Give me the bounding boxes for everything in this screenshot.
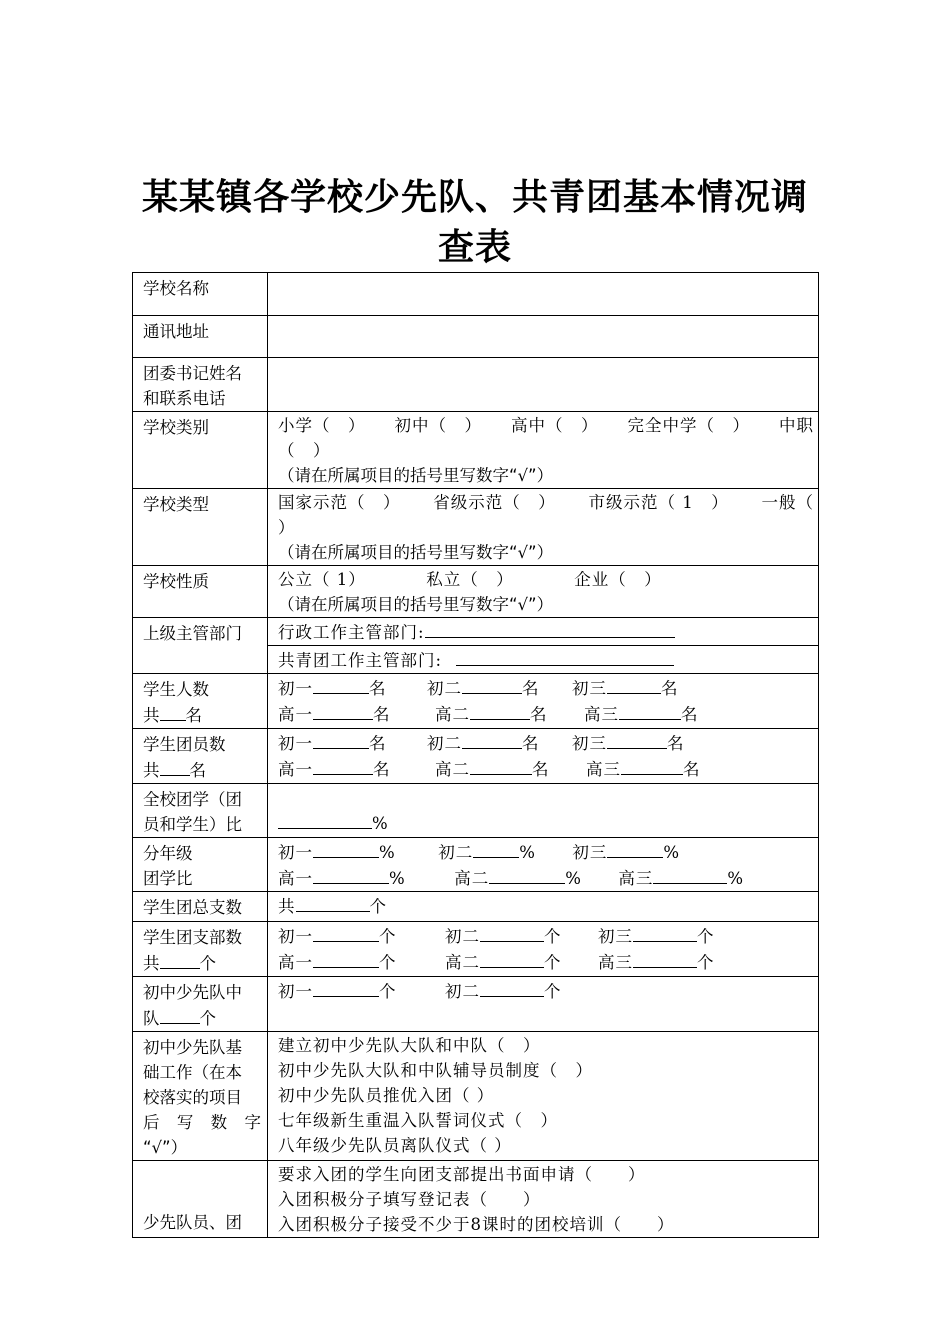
label-students <box>133 674 268 729</box>
students-field[interactable] <box>268 674 819 729</box>
branches-total-blank[interactable] <box>160 950 200 969</box>
ratio-g3-label: 初三 <box>572 843 608 862</box>
row-pioneer-squads <box>133 977 819 1032</box>
row-ratio-all <box>133 784 819 838</box>
branches-field[interactable] <box>268 922 819 977</box>
label-ratio-grade-line-1: 分年级 <box>143 844 193 863</box>
branches-g1-label: 初一 <box>278 927 313 946</box>
pioneer-work-item-1[interactable]: 建立初中少先队大队和中队（ ） <box>278 1036 541 1055</box>
school-nature-field[interactable] <box>268 566 819 618</box>
ratio-g3-blank[interactable] <box>607 839 663 858</box>
row-secretary <box>133 358 819 412</box>
members-total-blank[interactable] <box>160 757 190 776</box>
label-school-nature: 学校性质 <box>133 566 268 618</box>
students-g5-unit: 名 <box>530 705 548 724</box>
school-category-field[interactable] <box>268 412 819 489</box>
category-primary[interactable]: 小学（ ） <box>278 416 366 435</box>
members-g3-blank[interactable] <box>607 730 667 749</box>
label-pioneer-work-line-5: “√”） <box>143 1138 188 1157</box>
row-admission <box>133 1161 819 1238</box>
ratio-g5-blank[interactable] <box>489 865 565 884</box>
members-g4-blank[interactable] <box>313 756 373 775</box>
label-secretary-line-2: 和联系电话 <box>143 389 226 408</box>
admission-item-1[interactable]: 要求入团的学生向团支部提出书面申请（ ） <box>278 1165 646 1184</box>
ratio-g6-unit: % <box>727 869 745 888</box>
type-general[interactable]: 一般（ <box>761 493 814 512</box>
label-pioneer-squads-prefix: 队 <box>143 1009 160 1028</box>
students-g1-unit: 名 <box>369 679 387 698</box>
type-general-bracket[interactable]: ） <box>278 518 296 537</box>
label-ratio-all-line-1: 全校团学（团 <box>143 790 242 809</box>
row-members <box>133 729 819 784</box>
ratio-g5-label: 高二 <box>454 869 490 888</box>
members-g6-label: 高三 <box>586 760 621 779</box>
members-g1-blank[interactable] <box>313 730 369 749</box>
label-members-line-1: 学生团员数 <box>143 735 226 754</box>
nature-enterprise[interactable]: 企业（ ） <box>574 570 662 589</box>
label-branches-line-1: 学生团支部数 <box>143 928 242 947</box>
label-pioneer-squads-unit: 个 <box>199 1009 216 1028</box>
branch-total-prefix: 共 <box>278 897 296 916</box>
category-junior[interactable]: 初中（ ） <box>394 416 482 435</box>
label-branches-prefix: 共 <box>143 954 160 973</box>
label-school-name: 学校名称 <box>133 273 268 316</box>
members-g4-unit: 名 <box>373 760 391 779</box>
branches-g4-unit: 个 <box>379 953 397 972</box>
row-school-nature <box>133 566 819 618</box>
secretary-field[interactable] <box>268 358 819 412</box>
label-address: 通讯地址 <box>133 316 268 358</box>
branches-g6-unit: 个 <box>697 953 715 972</box>
category-hint: （请在所属项目的括号里写数字“√”） <box>278 466 554 485</box>
label-branches-unit: 个 <box>199 954 216 973</box>
label-ratio-grade-line-2: 团学比 <box>143 869 193 888</box>
type-municipal[interactable]: 市级示范（ 1 ） <box>588 493 729 512</box>
ratio-all-blank[interactable] <box>278 810 372 829</box>
label-admission: 少先队员、团 <box>133 1161 268 1238</box>
branches-g3-blank[interactable] <box>633 923 697 942</box>
ratio-g1-label: 初一 <box>278 843 313 862</box>
students-g6-label: 高三 <box>584 705 619 724</box>
members-g5-unit: 名 <box>532 760 550 779</box>
supervisor-admin-field[interactable] <box>268 618 819 646</box>
supervisor-league-field[interactable] <box>268 646 819 674</box>
label-members-unit: 名 <box>189 761 206 780</box>
row-supervisor <box>133 618 819 646</box>
students-total-blank[interactable] <box>160 702 186 721</box>
category-vocational[interactable]: 中职 <box>779 416 814 435</box>
admission-item-2[interactable]: 入团积极分子填写登记表（ ） <box>278 1190 541 1209</box>
squads-g2-blank[interactable] <box>480 978 544 997</box>
pioneer-work-item-4[interactable]: 七年级新生重温入队誓词仪式（ ） <box>278 1111 558 1130</box>
row-school-name <box>133 273 819 316</box>
category-senior[interactable]: 高中（ ） <box>511 416 599 435</box>
squads-g1-label: 初一 <box>278 982 313 1001</box>
branch-total-field[interactable] <box>268 892 819 922</box>
squads-g1-blank[interactable] <box>313 978 379 997</box>
ratio-g6-label: 高三 <box>618 869 654 888</box>
students-g5-blank[interactable] <box>470 701 530 720</box>
label-pioneer-work-line-1: 初中少先队基 <box>143 1038 242 1057</box>
students-g2-unit: 名 <box>522 679 540 698</box>
label-school-category: 学校类别 <box>133 412 268 489</box>
branch-total-blank[interactable] <box>296 893 370 912</box>
admission-field[interactable] <box>268 1161 819 1238</box>
branches-g5-blank[interactable] <box>480 949 544 968</box>
label-supervisor: 上级主管部门 <box>133 618 268 674</box>
branches-g2-blank[interactable] <box>480 923 544 942</box>
row-ratio-grade <box>133 838 819 892</box>
type-provincial[interactable]: 省级示范（ ） <box>433 493 556 512</box>
label-branches <box>133 922 268 977</box>
label-students-prefix: 共 <box>143 706 160 725</box>
branches-g5-label: 高二 <box>445 953 480 972</box>
ratio-g3-unit: % <box>663 843 681 862</box>
nature-hint: （请在所属项目的括号里写数字“√”） <box>278 595 554 614</box>
members-g2-unit: 名 <box>522 734 540 753</box>
ratio-all-field[interactable] <box>268 784 819 838</box>
label-secretary <box>133 358 268 412</box>
row-branch-total <box>133 892 819 922</box>
ratio-g4-blank[interactable] <box>313 865 389 884</box>
members-g4-label: 高一 <box>278 760 313 779</box>
category-complete[interactable]: 完全中学（ ） <box>627 416 750 435</box>
students-g4-blank[interactable] <box>313 701 373 720</box>
supervisor-league-blank[interactable] <box>456 647 674 666</box>
row-branches <box>133 922 819 977</box>
row-pioneer-work <box>133 1032 819 1161</box>
members-g1-label: 初一 <box>278 734 313 753</box>
ratio-grade-field[interactable] <box>268 838 819 892</box>
ratio-g6-blank[interactable] <box>653 865 727 884</box>
row-students <box>133 674 819 729</box>
label-pioneer-work-line-4: 后写数字 <box>143 1113 261 1132</box>
label-members-prefix: 共 <box>143 761 160 780</box>
students-g3-unit: 名 <box>661 679 679 698</box>
students-g6-unit: 名 <box>681 705 699 724</box>
admission-item-3[interactable]: 入团积极分子接受不少于8课时的团校培训（ ） <box>278 1215 675 1234</box>
nature-public[interactable]: 公立（ 1） <box>278 570 366 589</box>
members-g1-unit: 名 <box>369 734 387 753</box>
label-pioneer-squads-line-2 <box>143 1005 261 1031</box>
students-g6-blank[interactable] <box>619 701 681 720</box>
school-type-field[interactable] <box>268 489 819 566</box>
pioneer-work-field[interactable] <box>268 1032 819 1161</box>
pioneer-work-item-3[interactable]: 初中少先队员推优入团（ ） <box>278 1086 495 1105</box>
type-hint: （请在所属项目的括号里写数字“√”） <box>278 543 554 562</box>
students-g1-label: 初一 <box>278 679 313 698</box>
label-secretary-line-1: 团委书记姓名 <box>143 364 242 383</box>
branches-g5-unit: 个 <box>544 953 562 972</box>
row-address <box>133 316 819 358</box>
branch-total-unit: 个 <box>369 897 387 916</box>
squads-g2-unit: 个 <box>544 982 562 1001</box>
page-title <box>0 172 950 272</box>
branches-g1-unit: 个 <box>379 927 397 946</box>
students-g2-label: 初二 <box>427 679 462 698</box>
members-g5-label: 高二 <box>435 760 470 779</box>
branches-g6-label: 高三 <box>598 953 633 972</box>
label-school-type: 学校类型 <box>133 489 268 566</box>
supervisor-league-label: 共青团工作主管部门: <box>278 651 443 670</box>
label-ratio-all <box>133 784 268 838</box>
row-school-category <box>133 412 819 489</box>
ratio-g1-unit: % <box>379 843 396 862</box>
students-g4-unit: 名 <box>373 705 391 724</box>
pioneer-work-item-2[interactable]: 初中少先队大队和中队辅导员制度（ ） <box>278 1061 593 1080</box>
members-g3-unit: 名 <box>667 734 685 753</box>
title-line-2: 查表 <box>437 226 512 268</box>
ratio-g2-label: 初二 <box>438 843 474 862</box>
ratio-all-unit: % <box>372 814 389 833</box>
supervisor-admin-blank[interactable] <box>425 619 675 638</box>
students-g1-blank[interactable] <box>313 675 369 694</box>
ratio-g2-unit: % <box>519 843 536 862</box>
label-pioneer-work-line-2: 础工作（在本 <box>143 1063 242 1082</box>
label-pioneer-work-line-3: 校落实的项目 <box>143 1088 242 1107</box>
branches-g2-unit: 个 <box>544 927 562 946</box>
pioneer-squads-total-blank[interactable] <box>160 1005 200 1024</box>
members-g6-unit: 名 <box>683 760 701 779</box>
students-g5-label: 高二 <box>435 705 470 724</box>
branches-g6-blank[interactable] <box>633 949 697 968</box>
ratio-g4-label: 高一 <box>278 869 313 888</box>
address-field[interactable] <box>268 316 819 358</box>
nature-private[interactable]: 私立（ ） <box>426 570 514 589</box>
members-g3-label: 初三 <box>572 734 607 753</box>
label-ratio-grade <box>133 838 268 892</box>
label-members <box>133 729 268 784</box>
category-vocational-bracket[interactable]: （ ） <box>278 441 331 460</box>
branches-g1-blank[interactable] <box>313 923 379 942</box>
branches-g4-blank[interactable] <box>313 949 379 968</box>
branches-g3-label: 初三 <box>598 927 633 946</box>
type-national[interactable]: 国家示范（ ） <box>278 493 401 512</box>
branches-g4-label: 高一 <box>278 953 313 972</box>
pioneer-squads-field[interactable] <box>268 977 819 1032</box>
label-pioneer-work <box>133 1032 268 1161</box>
pioneer-work-item-5[interactable]: 八年级少先队员离队仪式（ ） <box>278 1136 512 1155</box>
members-g2-blank[interactable] <box>462 730 522 749</box>
students-g4-label: 高一 <box>278 705 313 724</box>
members-field[interactable] <box>268 729 819 784</box>
title-line-1: 某某镇各学校少先队、共青团基本情况调 <box>141 176 808 218</box>
squads-g1-unit: 个 <box>379 982 397 1001</box>
branches-g2-label: 初二 <box>445 927 480 946</box>
members-g2-label: 初二 <box>427 734 462 753</box>
squads-g2-label: 初二 <box>445 982 480 1001</box>
ratio-g4-unit: % <box>389 869 406 888</box>
supervisor-admin-label: 行政工作主管部门: <box>278 623 425 642</box>
label-branch-total: 学生团总支数 <box>133 892 268 922</box>
label-students-line-2 <box>143 702 261 728</box>
branches-g3-unit: 个 <box>697 927 715 946</box>
label-students-line-1: 学生人数 <box>143 680 209 699</box>
ratio-g5-unit: % <box>565 869 582 888</box>
survey-table <box>132 272 819 1238</box>
row-school-type <box>133 489 819 566</box>
members-g5-blank[interactable] <box>470 756 532 775</box>
label-branches-line-2 <box>143 950 261 976</box>
label-members-line-2 <box>143 757 261 783</box>
school-name-field[interactable] <box>268 273 819 316</box>
label-pioneer-squads-line-1: 初中少先队中 <box>143 983 242 1002</box>
students-g3-blank[interactable] <box>607 675 661 694</box>
label-students-unit: 名 <box>185 706 202 725</box>
label-ratio-all-line-2: 员和学生）比 <box>143 815 242 834</box>
students-g2-blank[interactable] <box>462 675 522 694</box>
ratio-g1-blank[interactable] <box>313 839 379 858</box>
students-g3-label: 初三 <box>572 679 607 698</box>
label-pioneer-squads <box>133 977 268 1032</box>
ratio-g2-blank[interactable] <box>473 839 519 858</box>
members-g6-blank[interactable] <box>621 756 683 775</box>
